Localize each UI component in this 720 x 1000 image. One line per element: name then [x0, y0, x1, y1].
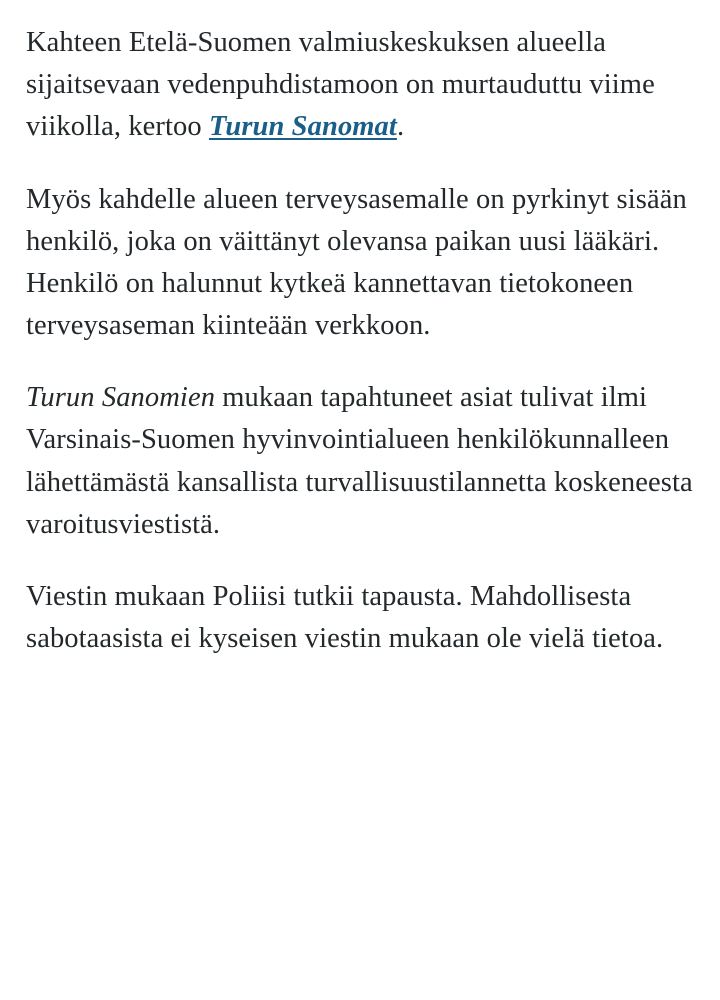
paragraph-2: Myös kahdelle alueen terveysasemalle on pyrkinyt sisään henkilö, joka on väittänyt olevansa paikan uusi lääkäri. Henkilö on halunnut kytkeä kannettavan tietokoneen terveysaseman kiinteään verkkoon. — [26, 183, 687, 342]
paragraph-1-tail-text: . — [396, 111, 405, 143]
paragraph-4: Viestin mukaan Poliisi tutkii tapausta. Mahdollisesta sabotaasista ei kyseisen viestin mukaan ole vielä tietoa. — [26, 580, 664, 655]
paragraph-3-text: mukaan tapahtuneet asiat tulivat ilmi Varsinais-Suomen hyvinvointialueen henkilökunnalleen lähettämästä kansallista turvallisuustilannetta koskeneesta varoitusviestistä. — [26, 382, 693, 540]
paragraph-3-italic-lead: Turun Sanomien — [26, 382, 216, 414]
paragraph-3 — [26, 377, 694, 546]
paragraph-1 — [26, 22, 694, 149]
paragraph-1-lead-text: Kahteen Etelä-Suomen valmiuskeskuksen alueella sijaitsevaan vedenpuhdistamoon on murtauduttu viime viikolla, kertoo — [26, 27, 655, 143]
turun-sanomat-link[interactable]: Turun Sanomat — [208, 111, 397, 143]
